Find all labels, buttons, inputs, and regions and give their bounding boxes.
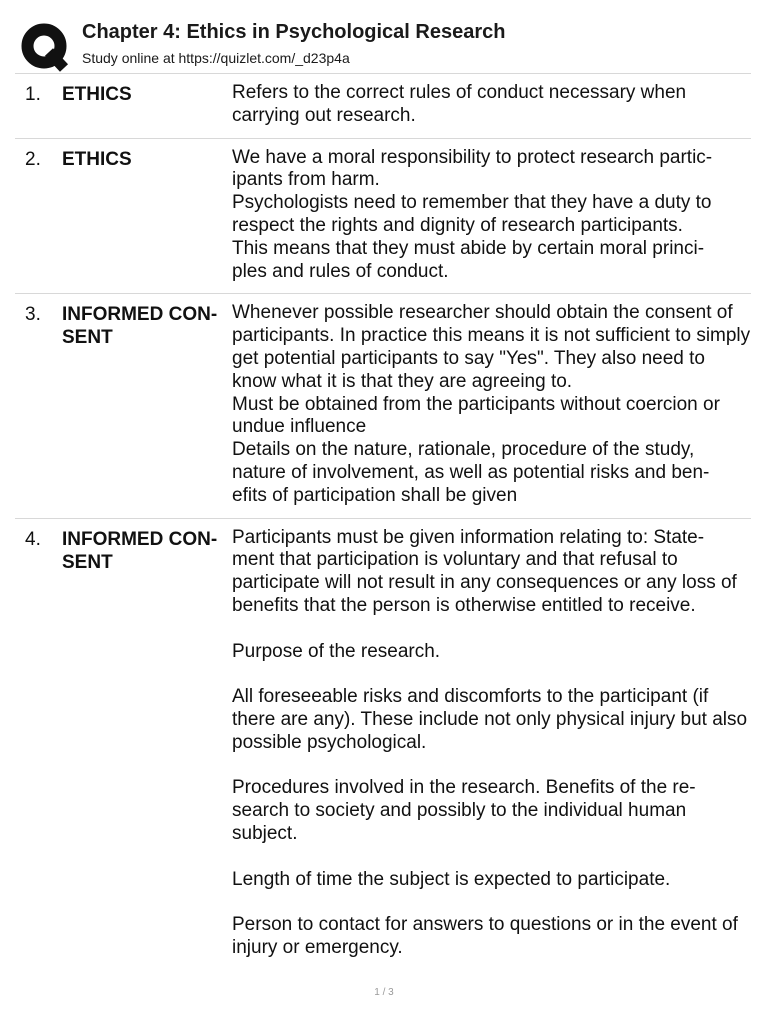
flashcard-row <box>15 73 751 138</box>
card-number: 3. <box>25 304 41 326</box>
page-title: Chapter 4: Ethics in Psychological Research <box>82 21 506 43</box>
card-definition: We have a moral responsibility to protect research partic- ipants from harm. Psychologists need to remember that they have a duty to respect the rights and dignity of research participants. This means that they must abide by certain moral princi- ples and rules of conduct. <box>232 146 713 282</box>
quizlet-logo-icon <box>20 22 70 72</box>
study-online-link-text: Study online at https://quizlet.com/_d23p4a <box>82 50 350 66</box>
card-number: 2. <box>25 148 41 170</box>
card-definition: Refers to the correct rules of conduct necessary when carrying out research. <box>232 82 687 126</box>
flashcard-row <box>15 518 751 970</box>
card-term: ETHICS <box>62 84 132 105</box>
card-definition: Participants must be given information relating to: State- ment that participation is voluntary and that refusal to participate will not result in any consequences or any loss of benefits that the person is otherwise entitled to receive. Purpose of the research. All foreseeable risks and discomforts to the participant (if there are any). These include not only physical injury but also possible psychological. Procedures involved in the research. Benefits of the re- search to society and possibly to the individual human subject. Length of time the subject is expected to participate. Person to contact for answers to questions or in the event of injury or emergency. <box>232 526 748 958</box>
flashcard-list <box>15 73 751 970</box>
card-term: ETHICS <box>62 148 132 170</box>
page-header <box>20 18 750 74</box>
card-term: INFORMED CON- SENT <box>62 304 218 349</box>
card-number: 1. <box>25 84 41 105</box>
card-definition: Whenever possible researcher should obtain the consent of participants. In practice this means it is not sufficient to simply get potential participants to say "Yes". They also need to know what it is that they are agreeing to. Must be obtained from the participants without coercion or undue influence Details on the nature, rationale, procedure of the study, nature of involvement, as well as potential risks and ben- efits of participation shall be given <box>232 302 751 506</box>
flashcard-row <box>15 293 751 517</box>
card-term: INFORMED CON- SENT <box>62 528 218 573</box>
card-number: 4. <box>25 528 41 550</box>
flashcard-row <box>15 138 751 294</box>
page-indicator: 1 / 3 <box>374 987 394 998</box>
